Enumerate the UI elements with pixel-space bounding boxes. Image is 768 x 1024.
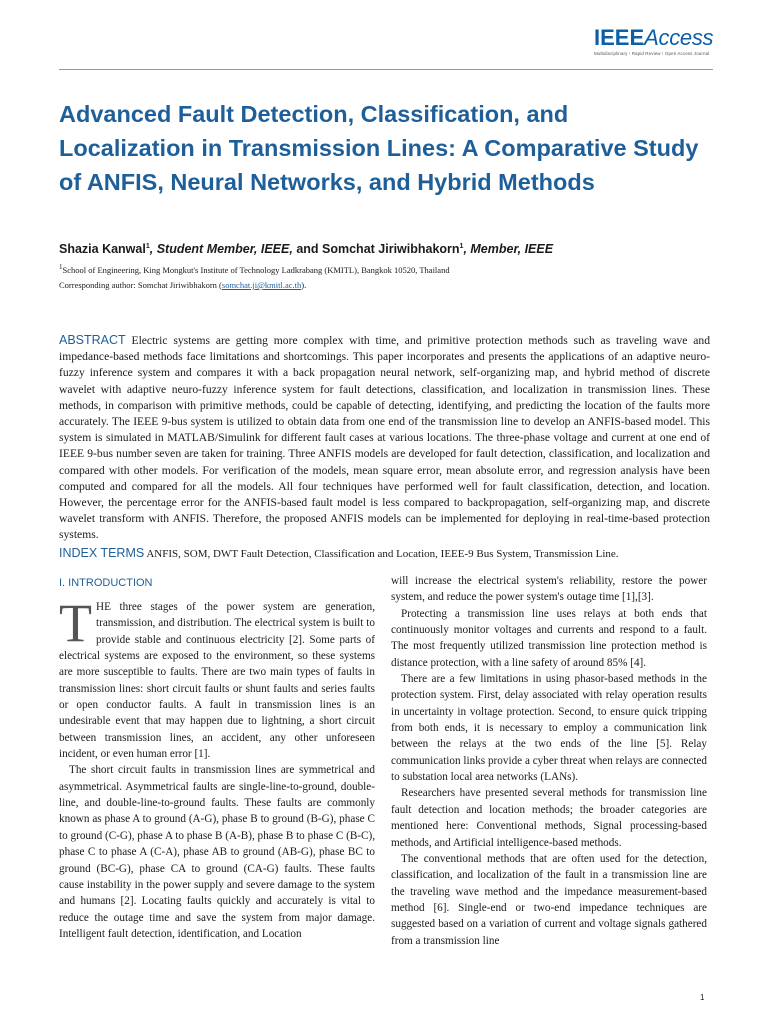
- intro-paragraph-1: [59, 593, 375, 762]
- drop-cap-letter: T: [59, 593, 92, 653]
- affiliation-mark: 1: [59, 263, 63, 271]
- intro-paragraph-4: There are a few limitations in using phasor-based methods in the protection system. First, delay associated with relay operation results in uncertainty in voltage protection. Second, to ensure quick tripping from both ends, it is necessary to employ a communication link between the relays at the two ends of the line [5]. Relay communication links provide a cyber threat when relays are connected to substation local area networks (LANs).: [391, 673, 707, 784]
- affiliation-text: School of Engineering, King Mongkut's Institute of Technology Ladkrabang (KMITL), Bangkok 10520, Thailand: [62, 264, 450, 275]
- abstract: [59, 332, 710, 544]
- corresponding-suffix: ).: [301, 280, 307, 290]
- intro-paragraph-1-text: HE three stages of the power system are generation, transmission, and distribution. The electrical system is built to provide stable and continuous electricity [2]. Some parts of electrical systems are exposed to the environment, so these systems are more susceptible to faults. There are two main types of faults in transmission lines: short circuit faults or shunt faults and series faults or open conductor faults. A fault in transmission lines is an undesirable event that may happen due to lightning, a short circuit between transmission lines, an accident, any other unforeseen incident, or even human error [1].: [59, 601, 375, 761]
- intro-paragraph-5: Researchers have presented several methods for transmission line fault detection and location methods; the broader categories are mentioned here: Conventional methods, Signal processing-based methods, and Artificial intelligence-based methods.: [391, 787, 707, 849]
- author-joiner: and: [292, 242, 323, 256]
- author-2-affil-mark: 1: [459, 242, 464, 250]
- index-terms-heading: INDEX TERMS: [59, 546, 145, 560]
- author-2-name: Somchat Jiriwibhakorn: [322, 242, 460, 256]
- corresponding-prefix: Corresponding author: Somchat Jiriwibhakorn (: [59, 280, 222, 290]
- intro-paragraph-2: The short circuit faults in transmission lines are symmetrical and asymmetrical. Asymmetrical faults are single-line-to-ground, double-line, and double-line-to-ground faults. These faults are commonly known as phase A to ground (A-G), phase B to ground (B-G), phase C to ground (C-G), phase A to phase B (A-B), phase B to phase C (B-C), phase C to phase A (C-A), phase AB to ground (AB-G), phase BC to ground (BC-G), phase CA to ground (CA-G) faults. These faults cause instability in the power supply and severe damage to the system and humans [2]. Locating faults quickly and accurately is vital to reduce the outage time and save the system from major damage. Intelligent fault detection, identification, and Location: [59, 764, 376, 940]
- intro-paragraph-3: Protecting a transmission line uses relays at both ends that continuously monitor voltages and currents and respond to a fault. The most frequently utilized transmission line protection method is distance protection, with a line safety of around 85% [4].: [391, 607, 707, 669]
- left-column: [59, 573, 375, 942]
- logo-ieee-text: IEEE: [594, 25, 645, 50]
- header-rule: [59, 69, 713, 70]
- index-terms: [59, 545, 710, 562]
- corresponding-author: [59, 280, 709, 290]
- author-2-membership: , Member, IEEE: [463, 242, 554, 256]
- abstract-heading: ABSTRACT: [59, 333, 126, 347]
- corresponding-email-link[interactable]: somchat.ji@kmitl.ac.th: [221, 280, 302, 290]
- intro-paragraph-continued: will increase the electrical system's reliability, restore the power system, and reduce the power system's outage time [1],[3].: [391, 575, 707, 604]
- journal-logo-wordmark: [594, 26, 714, 50]
- author-line: [59, 242, 709, 256]
- author-1-membership: , Student Member, IEEE,: [149, 242, 293, 256]
- intro-paragraph-6: The conventional methods that are often used for the detection, classification, and localization of the fault in a transmission line are the traveling wave method and the impedance measurement-based method [6]. Single-end or two-end impedance techniques are suggested based on a variation of current and voltage signals gathered from a transmission line: [391, 852, 707, 947]
- affiliation: [59, 263, 709, 275]
- journal-logo: [594, 26, 714, 57]
- right-column: [391, 573, 707, 949]
- page-number: 1: [700, 993, 705, 1002]
- paper-title: Advanced Fault Detection, Classification, and Localization in Transmission Lines: A Comparative Study of ANFIS, Neural Networks, and Hybrid Methods: [59, 101, 699, 195]
- author-1-name: Shazia Kanwal: [59, 242, 146, 256]
- author-1-affil-mark: 1: [145, 242, 150, 250]
- abstract-body: Electric systems are getting more complex with time, and primitive protection methods such as traveling wave and impedance-based methods face limitations and shortcomings. This paper incorporates and presents the applications of an adaptive neuro-fuzzy inference system and compares it with a back propagation neural network, self-organizing map, and hybrid method of discrete wavelet with adaptive neuro-fuzzy inference system for fault detections, classification, and localization in transmission lines. These methods, in comparison with primitive methods, could be capable of detecting, identifying, and predicting the location of the faults more accurately. The IEEE 9-bus system is utilized to obtain data from one end of the transmission line to develop an ANFIS-based model. This system is simulated in MATLAB/Simulink for different fault cases at various locations. The three-phase voltage and current at one end of IEEE 9-bus number seven are taken for training. Three ANFIS models are developed for fault detection, classification, and localization and compared with other models. For verification of the models, mean square error, mean absolute error, and regression analysis have been computed and compared for all the models. All four techniques have performed well for fault classification, detection, and location. However, the percentage error for the ANFIS-based fault model is less compared to backpropagation, self-organizing map, and discrete wavelet transform with ANFIS. Therefore, the proposed ANFIS models can be implemented for deploying in real-time-based protection systems.: [59, 334, 710, 542]
- journal-tagline: Multidisciplinary ⁝ Rapid Review ⁝ Open Access Journal: [594, 51, 710, 56]
- logo-access-text: Access: [644, 25, 714, 50]
- section-heading-introduction: I. INTRODUCTION: [59, 577, 153, 589]
- index-terms-body: ANFIS, SOM, DWT Fault Detection, Classification and Location, IEEE-9 Bus System, Transmission Line.: [146, 548, 619, 560]
